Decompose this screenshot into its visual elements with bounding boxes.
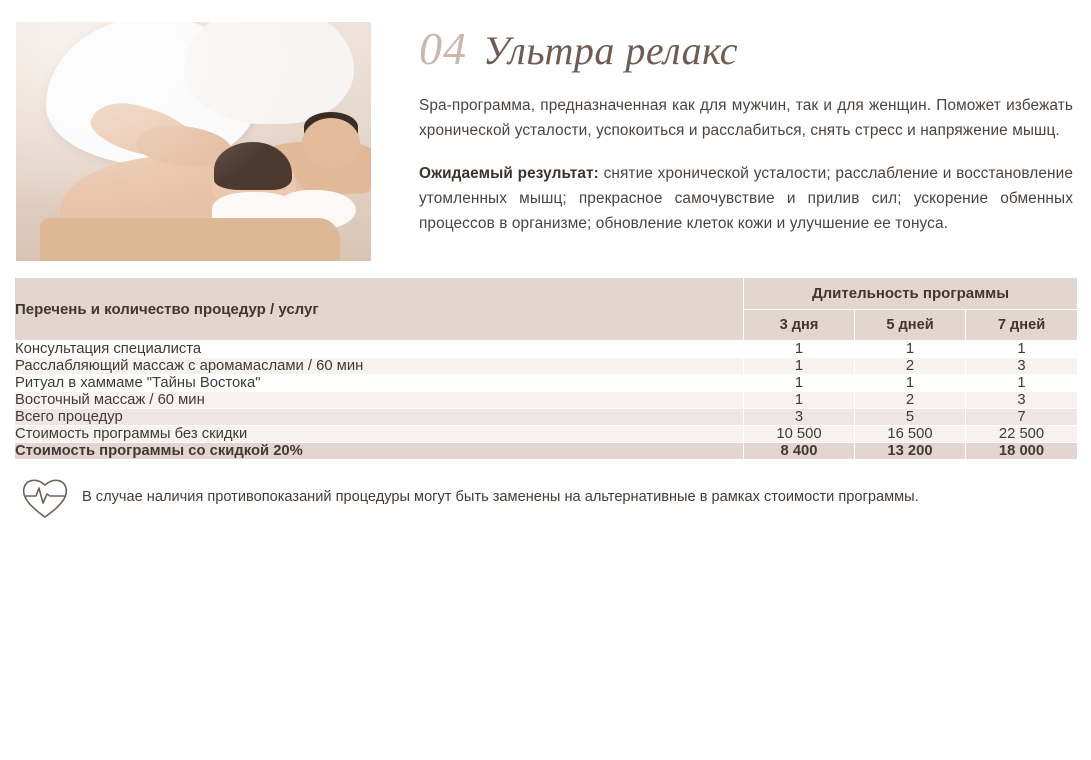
row-value-7days: 7 (966, 409, 1078, 426)
expected-result-paragraph (419, 162, 1073, 237)
row-service-name: Ритуал в хаммаме "Тайны Востока" (15, 375, 744, 392)
row-value-5days: 1 (855, 341, 966, 358)
table-row (15, 426, 1078, 443)
row-value-3days: 1 (744, 341, 855, 358)
expected-result-label: Ожидаемый результат: (419, 164, 599, 182)
row-value-5days: 2 (855, 358, 966, 375)
footnote (0, 460, 1091, 522)
row-service-name: Всего процедур (15, 409, 744, 426)
row-value-5days: 16 500 (855, 426, 966, 443)
row-value-3days: 10 500 (744, 426, 855, 443)
intro-section (0, 0, 1091, 261)
row-value-3days: 1 (744, 392, 855, 409)
table-head (15, 278, 1078, 341)
row-value-7days: 18 000 (966, 443, 1078, 460)
row-service-name: Стоимость программы без скидки (15, 426, 744, 443)
row-value-3days: 8 400 (744, 443, 855, 460)
program-title: Ультра релакс (483, 28, 739, 73)
row-value-3days: 3 (744, 409, 855, 426)
header-duration-5days: 5 дней (855, 309, 966, 341)
row-value-5days: 2 (855, 392, 966, 409)
photo-lighting-overlay (16, 22, 371, 261)
table-header-row-1 (15, 278, 1078, 310)
header-duration: Длительность программы (744, 278, 1078, 310)
page-title (419, 23, 1073, 74)
program-number: 04 (419, 23, 467, 74)
row-value-7days: 1 (966, 375, 1078, 392)
table-row-discounted-total (15, 443, 1078, 460)
row-service-name: Расслабляющий массаж с аромамаслами / 60 мин (15, 358, 744, 375)
row-value-7days: 3 (966, 358, 1078, 375)
header-duration-7days: 7 дней (966, 309, 1078, 341)
table-row (15, 392, 1078, 409)
row-service-name: Консультация специалиста (15, 341, 744, 358)
footnote-text: В случае наличия противопоказаний процедуры могут быть заменены на альтернативные в рамках стоимости программы. (82, 489, 919, 506)
row-value-3days: 1 (744, 375, 855, 392)
row-value-5days: 13 200 (855, 443, 966, 460)
table-body (15, 341, 1078, 460)
row-service-name: Стоимость программы со скидкой 20% (15, 443, 744, 460)
row-service-name: Восточный массаж / 60 мин (15, 392, 744, 409)
heart-pulse-icon (18, 474, 72, 522)
row-value-7days: 3 (966, 392, 1078, 409)
row-value-5days: 5 (855, 409, 966, 426)
table-row (15, 409, 1078, 426)
row-value-3days: 1 (744, 358, 855, 375)
header-duration-3days: 3 дня (744, 309, 855, 341)
header-services: Перечень и количество процедур / услуг (15, 278, 744, 341)
price-table (14, 277, 1078, 460)
expected-result-text: снятие хронической усталости; расслабление и восстановление утомленных мышц; прекрасное самочувствие и прилив сил; ускорение обменных процессов в организме; обновление клеток кожи и улучшение ее тонуса. (419, 164, 1073, 232)
spa-massage-photo (16, 22, 371, 261)
table-row (15, 341, 1078, 358)
intro-text-block (371, 22, 1077, 255)
table-row (15, 375, 1078, 392)
table-row (15, 358, 1078, 375)
price-table-container (0, 261, 1091, 460)
row-value-5days: 1 (855, 375, 966, 392)
row-value-7days: 22 500 (966, 426, 1078, 443)
row-value-7days: 1 (966, 341, 1078, 358)
intro-paragraph: Spa-программа, предназначенная как для мужчин, так и для женщин. Поможет избежать хронической усталости, успокоиться и расслабиться, снять стресс и напряжение мышц. (419, 97, 1073, 139)
